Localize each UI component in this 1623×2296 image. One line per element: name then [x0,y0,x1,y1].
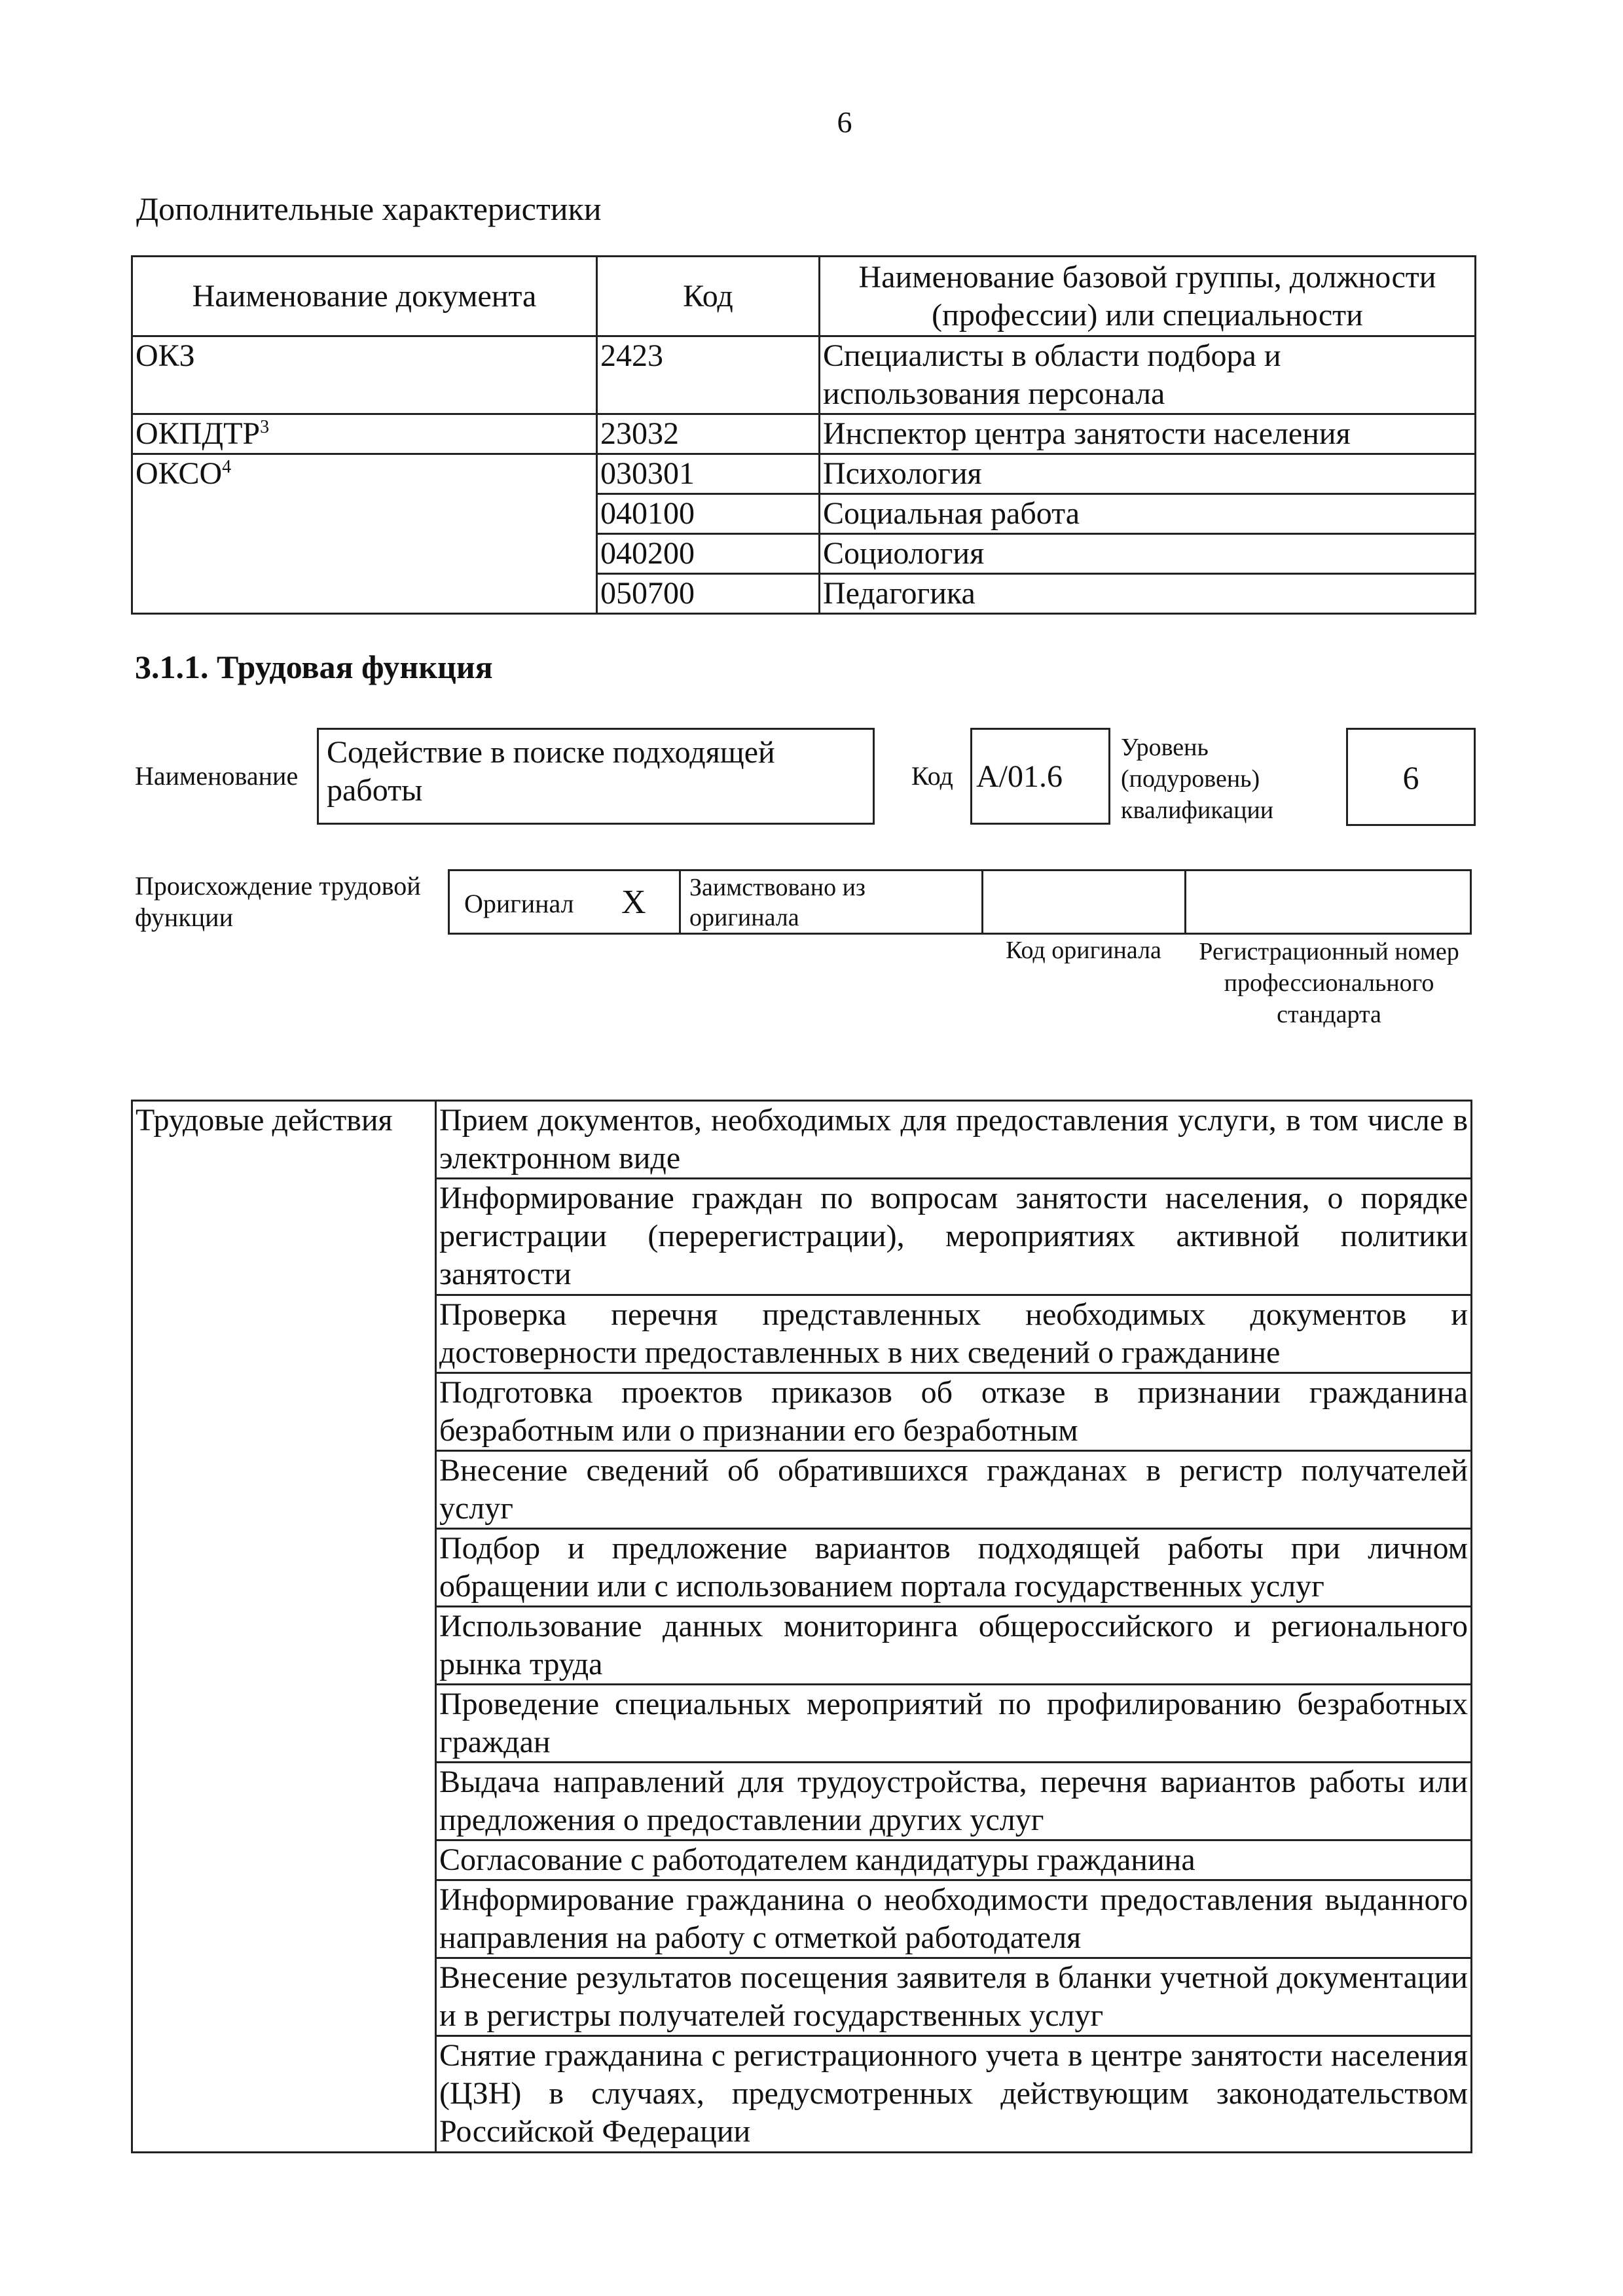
divider [1184,871,1186,933]
name-cell: Социальная работа [820,494,1476,534]
level-label: Уровень (подуровень) квалификации [1121,734,1274,824]
action-item: Прием документов, необходимых для предоставления услуги, в том числе в электронном виде [436,1101,1472,1179]
action-item: Внесение сведений об обратившихся гражданах в регистр получателей услуг [436,1451,1472,1529]
action-item: Снятие гражданина с регистрационного учета в центре занятости населения (ЦЗН) в случаях, предусмотренных действующим законодательством Российской Федерации [436,2036,1472,2153]
code-label: Код [911,761,953,791]
action-item: Внесение результатов посещения заявителя в бланки учетной документации и в регистры получателей государственных услуг [436,1958,1472,2036]
original-label: Оригинал [464,889,574,918]
code-cell: 040200 [597,534,820,574]
code-cell: 2423 [597,336,820,414]
action-item: Проведение специальных мероприятий по профилированию безработных граждан [436,1685,1472,1763]
original-mark: X [621,884,646,921]
doc-cell: ОКПДТР$^3$ [132,414,597,454]
action-item: Подготовка проектов приказов об отказе в признании гражданина безработным или о признании его безработным [436,1373,1472,1451]
header-name: Наименование базовой группы, должности (профессии) или специальности [820,257,1476,336]
name-label: Наименование [135,761,299,791]
divider [679,871,681,933]
borrowed-label: Заимствовано из оригинала [689,874,866,931]
code-cell: 030301 [597,454,820,494]
code-cell: 23032 [597,414,820,454]
origin-row [448,869,1472,935]
additional-table [131,255,1476,615]
name-cell: Педагогика [820,574,1476,614]
action-item: Использование данных мониторинга общероссийского и регионального рынка труда [436,1607,1472,1685]
code-original-caption: Код оригинала [1006,937,1161,964]
name-box [317,728,875,825]
name-cell: Инспектор центра занятости населения [820,414,1476,454]
action-item: Согласование с работодателем кандидатуры гражданина [436,1840,1472,1880]
divider [981,871,983,933]
level-value: 6 [1402,759,1419,796]
code-value: A/01.6 [976,759,1063,794]
code-cell: 050700 [597,574,820,614]
page-number: 6 [837,105,852,139]
header-code: Код [597,257,820,336]
header-doc: Наименование документа [132,257,597,336]
name-cell: Социология [820,534,1476,574]
actions-label: Трудовые действия [132,1101,436,2153]
action-item: Выдача направлений для трудоустройства, перечня вариантов работы или предложения о предоставлении других услуг [436,1763,1472,1840]
action-item: Проверка перечня представленных необходимых документов и достоверности предоставленных в них сведений о гражданине [436,1295,1472,1373]
name-value: Содействие в поиске подходящей работы [327,735,775,808]
doc-cell: ОКЗ [132,336,597,414]
name-cell: Специалисты в области подбора и использования персонала [820,336,1476,414]
level-box [1346,728,1476,826]
action-item: Информирование граждан по вопросам занятости населения, о порядке регистрации (перерегистрации), мероприятиях активной политики занятости [436,1179,1472,1295]
additional-title: Дополнительные характеристики [136,190,602,227]
reg-number-caption: Регистрационный номер профессионального стандарта [1199,938,1459,1028]
origin-label: Происхождение трудовой функции [135,871,421,932]
action-item: Подбор и предложение вариантов подходящей работы при личном обращении или с использованием портала государственных услуг [436,1529,1472,1607]
function-heading: 3.1.1. Трудовая функция [135,649,493,685]
name-cell: Психология [820,454,1476,494]
doc-cell: ОКСО$^4$ [132,454,597,614]
code-box [970,728,1110,825]
actions-table [131,1100,1472,2153]
action-item: Информирование гражданина о необходимости предоставления выданного направления на работу с отметкой работодателя [436,1880,1472,1958]
code-cell: 040100 [597,494,820,534]
